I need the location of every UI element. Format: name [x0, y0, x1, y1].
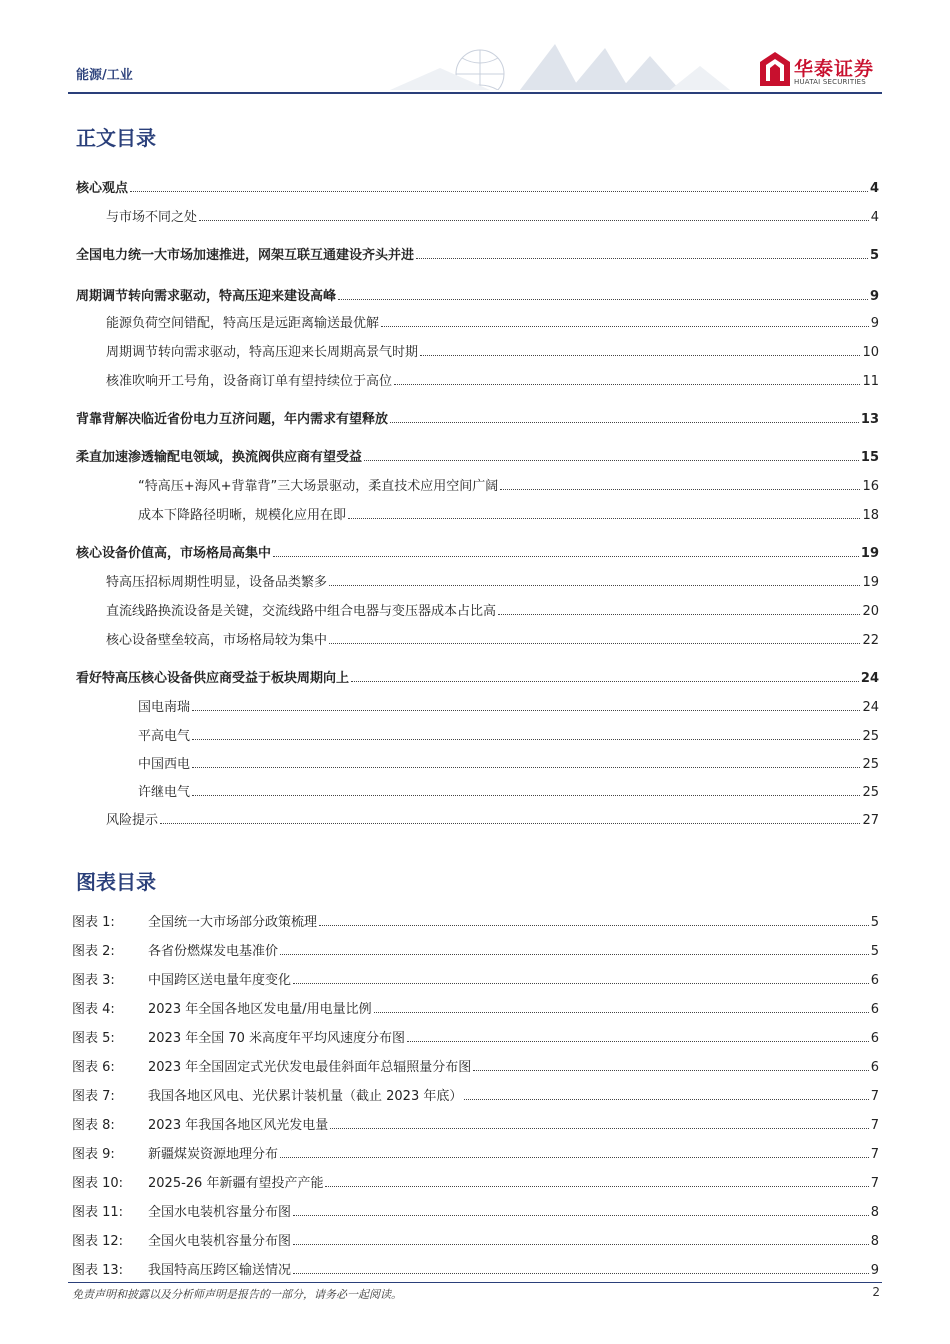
figure-entry-number: 图表 13:	[72, 1263, 124, 1278]
figure-entry[interactable]	[72, 1171, 879, 1191]
toc-entry-label: 平高电气	[138, 729, 191, 744]
toc-entry[interactable]	[106, 205, 879, 225]
figure-entry-title: 2025-26 年新疆有望投产产能	[148, 1176, 324, 1191]
figure-entry-number: 图表 10:	[72, 1176, 124, 1191]
figure-entry-title: 新疆煤炭资源地理分布	[148, 1147, 279, 1162]
figure-entry-number: 图表 5:	[72, 1031, 115, 1046]
toc-entry-label: 柔直加速渗透输配电领域，换流阀供应商有望受益	[76, 450, 363, 465]
figure-entry-page: 5	[870, 944, 879, 959]
toc-title: 正文目录	[76, 126, 156, 150]
figure-entry-number: 图表 3:	[72, 973, 115, 988]
toc-entry[interactable]	[106, 340, 879, 360]
figures-title: 图表目录	[76, 870, 156, 894]
toc-leader-dots	[160, 823, 860, 824]
toc-entry-page: 4	[870, 210, 879, 225]
toc-entry-page: 4	[869, 181, 879, 196]
toc-leader-dots	[364, 460, 859, 461]
toc-entry-label: 背靠背解决临近省份电力互济问题，年内需求有望释放	[76, 412, 389, 427]
figure-entry-title: 中国跨区送电量年度变化	[148, 973, 292, 988]
toc-entry[interactable]	[106, 628, 879, 648]
figure-entry-title: 2023 年全国各地区发电量/用电量比例	[148, 1002, 372, 1017]
figure-entry[interactable]	[72, 910, 879, 930]
toc-entry-page: 24	[862, 700, 879, 715]
figure-leader-dots	[407, 1041, 869, 1042]
figure-entry-number: 图表 9:	[72, 1147, 115, 1162]
toc-leader-dots	[348, 518, 860, 519]
toc-entry-label: 核心设备壁垒较高，市场格局较为集中	[106, 633, 328, 648]
toc-entry-page: 27	[862, 813, 879, 828]
footer-page-number: 2	[872, 1285, 880, 1299]
figure-entry-title: 2023 年我国各地区风光发电量	[148, 1118, 329, 1133]
toc-entry-label: 风险提示	[106, 813, 159, 828]
figure-entry-page: 7	[870, 1089, 879, 1104]
toc-entry[interactable]	[76, 407, 879, 427]
toc-leader-dots	[192, 710, 860, 711]
toc-leader-dots	[329, 643, 860, 644]
toc-entry-page: 15	[860, 450, 879, 465]
figure-entry-title: 2023 年全国固定式光伏发电最佳斜面年总辐照量分布图	[148, 1060, 472, 1075]
toc-entry-page: 11	[862, 374, 879, 389]
figure-entry-number: 图表 1:	[72, 915, 115, 930]
toc-entry-page: 25	[862, 757, 879, 772]
figure-entry-page: 8	[870, 1205, 879, 1220]
toc-entry[interactable]	[106, 808, 879, 828]
figure-entry[interactable]	[72, 1142, 879, 1162]
toc-leader-dots	[381, 326, 869, 327]
figure-entry-title: 全国水电装机容量分布图	[148, 1205, 292, 1220]
figure-leader-dots	[473, 1070, 869, 1071]
figure-entry[interactable]	[72, 1055, 879, 1075]
toc-entry-page: 10	[862, 345, 879, 360]
figure-leader-dots	[374, 1012, 869, 1013]
toc-entry-label: 周期调节转向需求驱动，特高压迎来长周期高景气时期	[106, 345, 419, 360]
toc-entry[interactable]	[76, 284, 879, 304]
huatai-logo-icon	[760, 52, 790, 86]
toc-leader-dots	[192, 739, 860, 740]
figure-entry[interactable]	[72, 968, 879, 988]
header-category: 能源/工业	[76, 68, 133, 83]
toc-entry[interactable]	[76, 176, 879, 196]
figure-entry-number: 图表 11:	[72, 1205, 124, 1220]
figure-entry-title: 全国火电装机容量分布图	[148, 1234, 292, 1249]
toc-leader-dots	[329, 585, 860, 586]
header-divider	[68, 92, 882, 94]
figure-leader-dots	[319, 925, 869, 926]
figure-entry-page: 6	[870, 973, 879, 988]
figure-leader-dots	[293, 983, 869, 984]
figure-entry-title: 我国特高压跨区输送情况	[148, 1263, 292, 1278]
toc-entry-page: 24	[860, 671, 879, 686]
toc-leader-dots	[420, 355, 860, 356]
figure-entry-number: 图表 4:	[72, 1002, 115, 1017]
figure-entry-page: 7	[870, 1118, 879, 1133]
figure-leader-dots	[293, 1273, 869, 1274]
figure-entry-page: 7	[870, 1147, 879, 1162]
logo-text-en: HUATAI SECURITIES	[794, 78, 866, 86]
toc-entry-page: 19	[862, 575, 879, 590]
toc-entry-label: 核准吹响开工号角，设备商订单有望持续位于高位	[106, 374, 393, 389]
figure-entry-page: 7	[870, 1176, 879, 1191]
figure-entry-page: 5	[870, 915, 879, 930]
toc-entry[interactable]	[138, 474, 879, 494]
figure-entry[interactable]	[72, 939, 879, 959]
figure-entry[interactable]	[72, 1229, 879, 1249]
toc-entry[interactable]	[106, 369, 879, 389]
toc-entry-page: 9	[869, 289, 879, 304]
toc-entry-page: 9	[870, 316, 879, 331]
toc-entry[interactable]	[138, 780, 879, 800]
toc-leader-dots	[390, 422, 859, 423]
figure-entry-page: 6	[870, 1031, 879, 1046]
figure-entry-number: 图表 7:	[72, 1089, 115, 1104]
toc-entry[interactable]	[106, 599, 879, 619]
figure-leader-dots	[293, 1215, 869, 1216]
figure-entry[interactable]	[72, 1113, 879, 1133]
figure-leader-dots	[280, 954, 869, 955]
toc-leader-dots	[394, 384, 860, 385]
toc-entry-page: 20	[862, 604, 879, 619]
footer-divider	[68, 1282, 882, 1283]
toc-leader-dots	[273, 556, 859, 557]
toc-entry-label: 国电南瑞	[138, 700, 191, 715]
toc-entry-label: 成本下降路径明晰，规模化应用在即	[138, 508, 347, 523]
figure-entry-page: 6	[870, 1002, 879, 1017]
figure-entry-title: 2023 年全国 70 米高度年平均风速度分布图	[148, 1031, 406, 1046]
huatai-logo	[760, 52, 890, 92]
toc-entry-label: 核心设备价值高，市场格局高集中	[76, 546, 272, 561]
toc-entry-page: 5	[869, 248, 879, 263]
toc-entry-label: 直流线路换流设备是关键，交流线路中组合电器与变压器成本占比高	[106, 604, 497, 619]
figure-leader-dots	[280, 1157, 869, 1158]
toc-entry[interactable]	[138, 752, 879, 772]
logo-text-cn: 华泰证券	[794, 58, 875, 80]
header-decoration	[380, 38, 740, 90]
figure-entry-number: 图表 6:	[72, 1060, 115, 1075]
toc-entry[interactable]	[76, 541, 879, 561]
figure-entry[interactable]	[72, 1026, 879, 1046]
figure-entry-title: 全国统一大市场部分政策梳理	[148, 915, 318, 930]
toc-entry[interactable]	[106, 570, 879, 590]
toc-entry-label: 核心观点	[76, 181, 129, 196]
toc-entry[interactable]	[76, 666, 879, 686]
toc-entry-label: 能源负荷空间错配，特高压是远距离输送最优解	[106, 316, 380, 331]
toc-leader-dots	[192, 795, 860, 796]
figure-entry-number: 图表 12:	[72, 1234, 124, 1249]
figure-leader-dots	[325, 1186, 868, 1187]
toc-entry-page: 18	[862, 508, 879, 523]
toc-entry-page: 16	[862, 479, 879, 494]
figure-entry-page: 9	[870, 1263, 879, 1278]
toc-entry[interactable]	[138, 695, 879, 715]
figure-entry-number: 图表 2:	[72, 944, 115, 959]
figure-leader-dots	[330, 1128, 869, 1129]
toc-leader-dots	[199, 220, 869, 221]
figure-entry[interactable]	[72, 997, 879, 1017]
figure-entry-page: 6	[870, 1060, 879, 1075]
toc-entry-page: 22	[862, 633, 879, 648]
toc-entry-label: 全国电力统一大市场加速推进，网架互联互通建设齐头并进	[76, 248, 415, 263]
toc-entry[interactable]	[138, 503, 879, 523]
toc-entry-label: 许继电气	[138, 785, 191, 800]
figure-entry-number: 图表 8:	[72, 1118, 115, 1133]
toc-leader-dots	[338, 299, 868, 300]
toc-entry[interactable]	[138, 724, 879, 744]
toc-entry-page: 19	[860, 546, 879, 561]
toc-leader-dots	[192, 767, 860, 768]
figure-entry[interactable]	[72, 1084, 879, 1104]
figure-leader-dots	[293, 1244, 869, 1245]
toc-entry-label: 特高压招标周期性明显，设备品类繁多	[106, 575, 328, 590]
toc-entry-page: 13	[860, 412, 879, 427]
figure-entry[interactable]	[72, 1258, 879, 1278]
toc-leader-dots	[130, 191, 868, 192]
toc-leader-dots	[500, 489, 860, 490]
figure-entry[interactable]	[72, 1200, 879, 1220]
toc-leader-dots	[351, 681, 859, 682]
figure-entry-title: 我国各地区风电、光伏累计装机量（截止 2023 年底）	[148, 1089, 463, 1104]
footer-disclaimer: 免责声明和披露以及分析师声明是报告的一部分，请务必一起阅读。	[72, 1288, 402, 1301]
toc-entry-label: 看好特高压核心设备供应商受益于板块周期向上	[76, 671, 350, 686]
toc-entry-page: 25	[862, 729, 879, 744]
figure-entry-page: 8	[870, 1234, 879, 1249]
figure-entry-title: 各省份燃煤发电基准价	[148, 944, 279, 959]
toc-entry-label: “特高压+海风+背靠背”三大场景驱动，柔直技术应用空间广阔	[138, 479, 499, 494]
figure-leader-dots	[464, 1099, 868, 1100]
toc-entry-label: 周期调节转向需求驱动，特高压迎来建设高峰	[76, 289, 337, 304]
toc-entry-label: 与市场不同之处	[106, 210, 198, 225]
toc-leader-dots	[498, 614, 860, 615]
toc-entry[interactable]	[106, 311, 879, 331]
toc-leader-dots	[416, 258, 868, 259]
toc-entry-label: 中国西电	[138, 757, 191, 772]
toc-entry[interactable]	[76, 243, 879, 263]
toc-entry-page: 25	[862, 785, 879, 800]
toc-entry[interactable]	[76, 445, 879, 465]
